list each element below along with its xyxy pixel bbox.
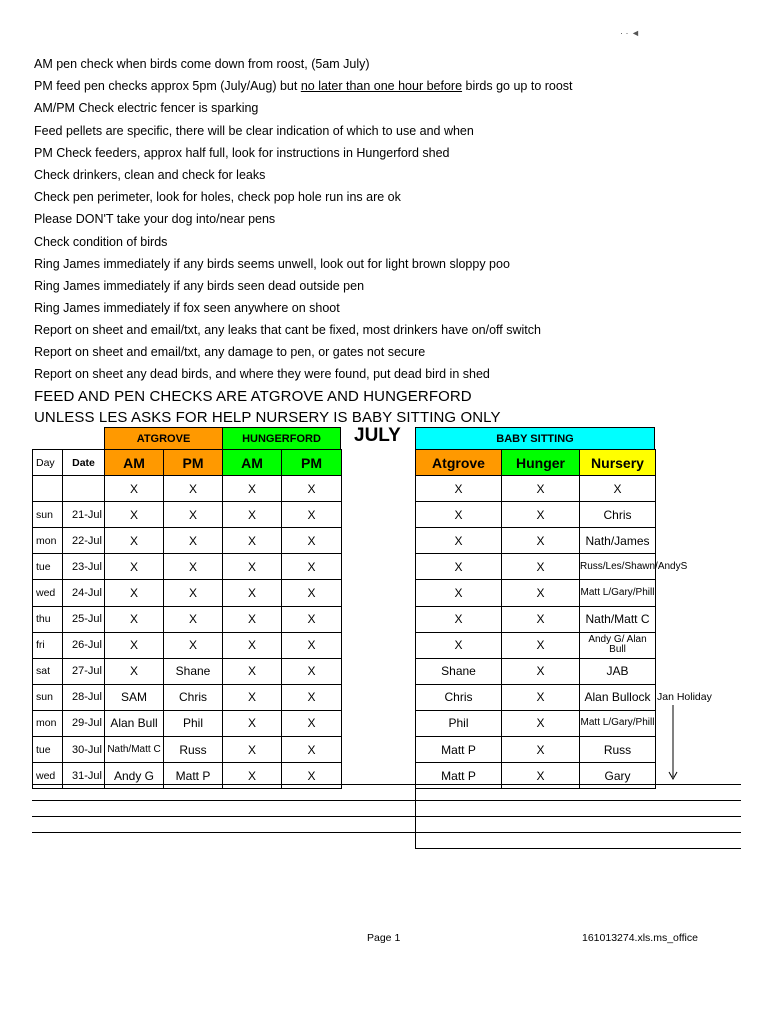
table-row xyxy=(33,658,342,684)
bs-hunger-cell: X xyxy=(502,580,580,606)
corner-mark: · · ◄ xyxy=(620,28,640,38)
table-row xyxy=(416,658,656,684)
header-atgrove: ATGROVE xyxy=(104,427,223,450)
date-cell: 21-Jul xyxy=(63,502,105,528)
instruction-text: PM Check feeders, approx half full, look for instructions in Hungerford shed xyxy=(34,146,450,160)
hungerford-am-cell: X xyxy=(223,763,282,789)
instruction-line xyxy=(34,57,370,72)
day-cell: tue xyxy=(33,554,63,580)
atgrove-pm-cell: Phil xyxy=(164,710,223,736)
hungerford-pm-cell: X xyxy=(282,658,342,684)
bs-hunger-cell: X xyxy=(502,763,580,789)
hungerford-pm-cell: X xyxy=(282,476,342,502)
instruction-text: PM feed pen checks approx 5pm (July/Aug) but xyxy=(34,79,301,93)
atgrove-pm-cell: X xyxy=(164,476,223,502)
bs-nursery-cell: Chris xyxy=(580,502,656,528)
hungerford-pm-cell: X xyxy=(282,528,342,554)
table-row xyxy=(33,528,342,554)
atgrove-pm-cell: X xyxy=(164,632,223,658)
table-row xyxy=(33,476,342,502)
table-row xyxy=(416,554,656,580)
bs-hunger-cell: X xyxy=(502,684,580,710)
table-row xyxy=(416,502,656,528)
instruction-text: Ring James immediately if fox seen anywhere on shoot xyxy=(34,301,340,315)
empty-row-line xyxy=(32,816,415,817)
bs-nursery-cell: Nath/James xyxy=(580,528,656,554)
instruction-text: Report on sheet and email/txt, any damage to pen, or gates not secure xyxy=(34,345,426,359)
day-cell: tue xyxy=(33,737,63,763)
table-row xyxy=(33,710,342,736)
down-arrow-icon xyxy=(666,703,680,783)
notice-line-1: FEED AND PEN CHECKS ARE ATGROVE AND HUNGERFORD xyxy=(34,388,472,405)
column-header-hungerford-pm: PM xyxy=(282,450,342,476)
instruction-line xyxy=(34,168,265,183)
instruction-line xyxy=(34,212,275,227)
bs-atgrove-cell: Chris xyxy=(416,684,502,710)
hungerford-pm-cell: X xyxy=(282,710,342,736)
bs-hunger-cell: X xyxy=(502,528,580,554)
hungerford-pm-cell: X xyxy=(282,554,342,580)
empty-row-line xyxy=(415,784,741,785)
atgrove-pm-cell: Chris xyxy=(164,684,223,710)
table-header-row xyxy=(33,450,342,476)
empty-row-line xyxy=(415,832,741,833)
date-cell: 29-Jul xyxy=(63,710,105,736)
notice-line-2: UNLESS LES ASKS FOR HELP NURSERY IS BABY SITTING ONLY xyxy=(34,409,501,426)
day-cell: sun xyxy=(33,684,63,710)
hungerford-am-cell: X xyxy=(223,554,282,580)
bs-atgrove-cell: X xyxy=(416,606,502,632)
instruction-text: Report on sheet and email/txt, any leaks that cant be fixed, most drinkers have on/off switch xyxy=(34,323,541,337)
bs-atgrove-cell: X xyxy=(416,476,502,502)
table-row xyxy=(416,737,656,763)
atgrove-am-cell: Alan Bull xyxy=(105,710,164,736)
instruction-line xyxy=(34,367,490,382)
atgrove-pm-cell: Russ xyxy=(164,737,223,763)
bs-hunger-cell: X xyxy=(502,710,580,736)
empty-row-line xyxy=(32,784,415,785)
day-cell: thu xyxy=(33,606,63,632)
bs-hunger-cell: X xyxy=(502,554,580,580)
date-cell: 28-Jul xyxy=(63,684,105,710)
hungerford-am-cell: X xyxy=(223,606,282,632)
hungerford-am-cell: X xyxy=(223,737,282,763)
table-row xyxy=(416,528,656,554)
instruction-line xyxy=(34,146,450,161)
atgrove-am-cell: X xyxy=(105,502,164,528)
column-header-hungerford-am: AM xyxy=(223,450,282,476)
atgrove-am-cell: SAM xyxy=(105,684,164,710)
table-row xyxy=(416,580,656,606)
instruction-text: Check condition of birds xyxy=(34,235,168,249)
bs-nursery-cell: X xyxy=(580,476,656,502)
atgrove-am-cell: X xyxy=(105,606,164,632)
instruction-text: Ring James immediately if any birds seems unwell, look out for light brown sloppy poo xyxy=(34,257,510,271)
table-row xyxy=(33,606,342,632)
atgrove-pm-cell: X xyxy=(164,502,223,528)
instruction-line xyxy=(34,235,167,250)
table-header-row xyxy=(416,450,656,476)
instruction-text: Feed pellets are specific, there will be clear indication of which to use and when xyxy=(34,124,474,138)
table-row xyxy=(33,554,342,580)
table-row xyxy=(416,476,656,502)
table-row xyxy=(33,502,342,528)
table-row xyxy=(33,684,342,710)
instruction-text: Check drinkers, clean and check for leaks xyxy=(34,168,266,182)
bs-hunger-cell: X xyxy=(502,658,580,684)
date-cell: 22-Jul xyxy=(63,528,105,554)
header-baby-sitting: BABY SITTING xyxy=(415,427,655,450)
hungerford-am-cell: X xyxy=(223,684,282,710)
table-row xyxy=(33,632,342,658)
day-cell xyxy=(33,476,63,502)
empty-row-line xyxy=(32,832,415,833)
atgrove-pm-cell: X xyxy=(164,528,223,554)
column-divider xyxy=(415,784,416,848)
date-cell: 31-Jul xyxy=(63,763,105,789)
atgrove-am-cell: Nath/Matt C xyxy=(105,737,164,763)
date-cell: 26-Jul xyxy=(63,632,105,658)
column-header-bs-hunger: Hunger xyxy=(502,450,580,476)
hungerford-pm-cell: X xyxy=(282,580,342,606)
bs-nursery-cell: Gary xyxy=(580,763,656,789)
footer-file: 161013274.xls.ms_office xyxy=(582,932,698,944)
hungerford-am-cell: X xyxy=(223,658,282,684)
instruction-text: Ring James immediately if any birds seen dead outside pen xyxy=(34,279,365,293)
bs-hunger-cell: X xyxy=(502,737,580,763)
column-header-bs-nursery: Nursery xyxy=(580,450,656,476)
bs-nursery-cell: JAB xyxy=(580,658,656,684)
bs-nursery-cell: Alan Bullock xyxy=(580,684,656,710)
day-cell: wed xyxy=(33,580,63,606)
empty-row-line xyxy=(415,816,741,817)
atgrove-pm-cell: Matt P xyxy=(164,763,223,789)
bs-atgrove-cell: Shane xyxy=(416,658,502,684)
bs-nursery-cell: Matt L/Gary/Phill xyxy=(580,710,656,736)
day-cell: sat xyxy=(33,658,63,684)
column-header-atgrove-am: AM xyxy=(105,450,164,476)
bs-atgrove-cell: X xyxy=(416,528,502,554)
hungerford-am-cell: X xyxy=(223,476,282,502)
hungerford-pm-cell: X xyxy=(282,606,342,632)
instruction-text: AM/PM Check electric fencer is sparking xyxy=(34,101,259,115)
instruction-line xyxy=(34,257,510,272)
hungerford-pm-cell: X xyxy=(282,502,342,528)
column-header-date: Date xyxy=(63,450,105,476)
bs-atgrove-cell: X xyxy=(416,502,502,528)
instruction-line xyxy=(34,101,258,116)
atgrove-am-cell: X xyxy=(105,632,164,658)
hungerford-am-cell: X xyxy=(223,502,282,528)
bs-nursery-cell: Russ xyxy=(580,737,656,763)
day-cell: mon xyxy=(33,710,63,736)
bs-atgrove-cell: Phil xyxy=(416,710,502,736)
bs-atgrove-cell: Matt P xyxy=(416,763,502,789)
atgrove-pm-cell: Shane xyxy=(164,658,223,684)
hungerford-pm-cell: X xyxy=(282,632,342,658)
atgrove-am-cell: X xyxy=(105,658,164,684)
atgrove-am-cell: X xyxy=(105,580,164,606)
date-cell: 30-Jul xyxy=(63,737,105,763)
instruction-line xyxy=(34,345,425,360)
day-cell: mon xyxy=(33,528,63,554)
hungerford-pm-cell: X xyxy=(282,763,342,789)
column-header-day: Day xyxy=(33,450,63,476)
checks-table xyxy=(32,449,342,789)
table-row xyxy=(33,737,342,763)
atgrove-pm-cell: X xyxy=(164,554,223,580)
bs-nursery-cell: Nath/Matt C xyxy=(580,606,656,632)
day-cell: sun xyxy=(33,502,63,528)
atgrove-am-cell: X xyxy=(105,476,164,502)
instruction-text: Check pen perimeter, look for holes, check pop hole run ins are ok xyxy=(34,190,401,204)
hungerford-am-cell: X xyxy=(223,528,282,554)
column-header-atgrove-pm: PM xyxy=(164,450,223,476)
bs-atgrove-cell: X xyxy=(416,632,502,658)
footer-page: Page 1 xyxy=(367,932,401,944)
bs-nursery-cell: Andy G/ Alan Bull xyxy=(580,632,656,658)
day-cell: wed xyxy=(33,763,63,789)
atgrove-am-cell: X xyxy=(105,528,164,554)
hungerford-pm-cell: X xyxy=(282,684,342,710)
bs-atgrove-cell: X xyxy=(416,554,502,580)
instruction-text: birds go up to roost xyxy=(462,79,573,93)
atgrove-pm-cell: X xyxy=(164,580,223,606)
instruction-text: AM pen check when birds come down from roost, (5am July) xyxy=(34,57,370,71)
instruction-line xyxy=(34,323,541,338)
hungerford-am-cell: X xyxy=(223,632,282,658)
table-row xyxy=(416,684,656,710)
table-row xyxy=(416,710,656,736)
column-header-bs-atgrove: Atgrove xyxy=(416,450,502,476)
table-row xyxy=(416,632,656,658)
instruction-line xyxy=(34,301,340,316)
bs-hunger-cell: X xyxy=(502,502,580,528)
bs-atgrove-cell: Matt P xyxy=(416,737,502,763)
day-cell: fri xyxy=(33,632,63,658)
header-hungerford: HUNGERFORD xyxy=(222,427,341,450)
hungerford-am-cell: X xyxy=(223,580,282,606)
side-note: Jan Holiday xyxy=(657,691,712,703)
bs-nursery-cell: Russ/Les/Shawn/AndyS xyxy=(580,554,656,580)
bs-hunger-cell: X xyxy=(502,606,580,632)
table-row xyxy=(416,606,656,632)
bs-hunger-cell: X xyxy=(502,632,580,658)
instruction-line xyxy=(34,279,364,294)
empty-row-line xyxy=(415,848,741,849)
bs-hunger-cell: X xyxy=(502,476,580,502)
instruction-line xyxy=(34,190,401,205)
instruction-line xyxy=(34,79,573,94)
instruction-line xyxy=(34,124,474,139)
instruction-text: Please DON'T take your dog into/near pens xyxy=(34,212,276,226)
atgrove-pm-cell: X xyxy=(164,606,223,632)
bs-nursery-cell: Matt L/Gary/Phill xyxy=(580,580,656,606)
bs-atgrove-cell: X xyxy=(416,580,502,606)
instruction-text: Report on sheet any dead birds, and where they were found, put dead bird in shed xyxy=(34,367,490,381)
empty-row-line xyxy=(32,800,415,801)
month-title: JULY xyxy=(354,425,401,446)
empty-row-line xyxy=(415,800,741,801)
atgrove-am-cell: X xyxy=(105,554,164,580)
hungerford-am-cell: X xyxy=(223,710,282,736)
date-cell: 27-Jul xyxy=(63,658,105,684)
date-cell xyxy=(63,476,105,502)
date-cell: 24-Jul xyxy=(63,580,105,606)
date-cell: 25-Jul xyxy=(63,606,105,632)
instruction-emphasis: no later than one hour before xyxy=(300,79,463,93)
date-cell: 23-Jul xyxy=(63,554,105,580)
atgrove-am-cell: Andy G xyxy=(105,763,164,789)
table-row xyxy=(33,580,342,606)
hungerford-pm-cell: X xyxy=(282,737,342,763)
